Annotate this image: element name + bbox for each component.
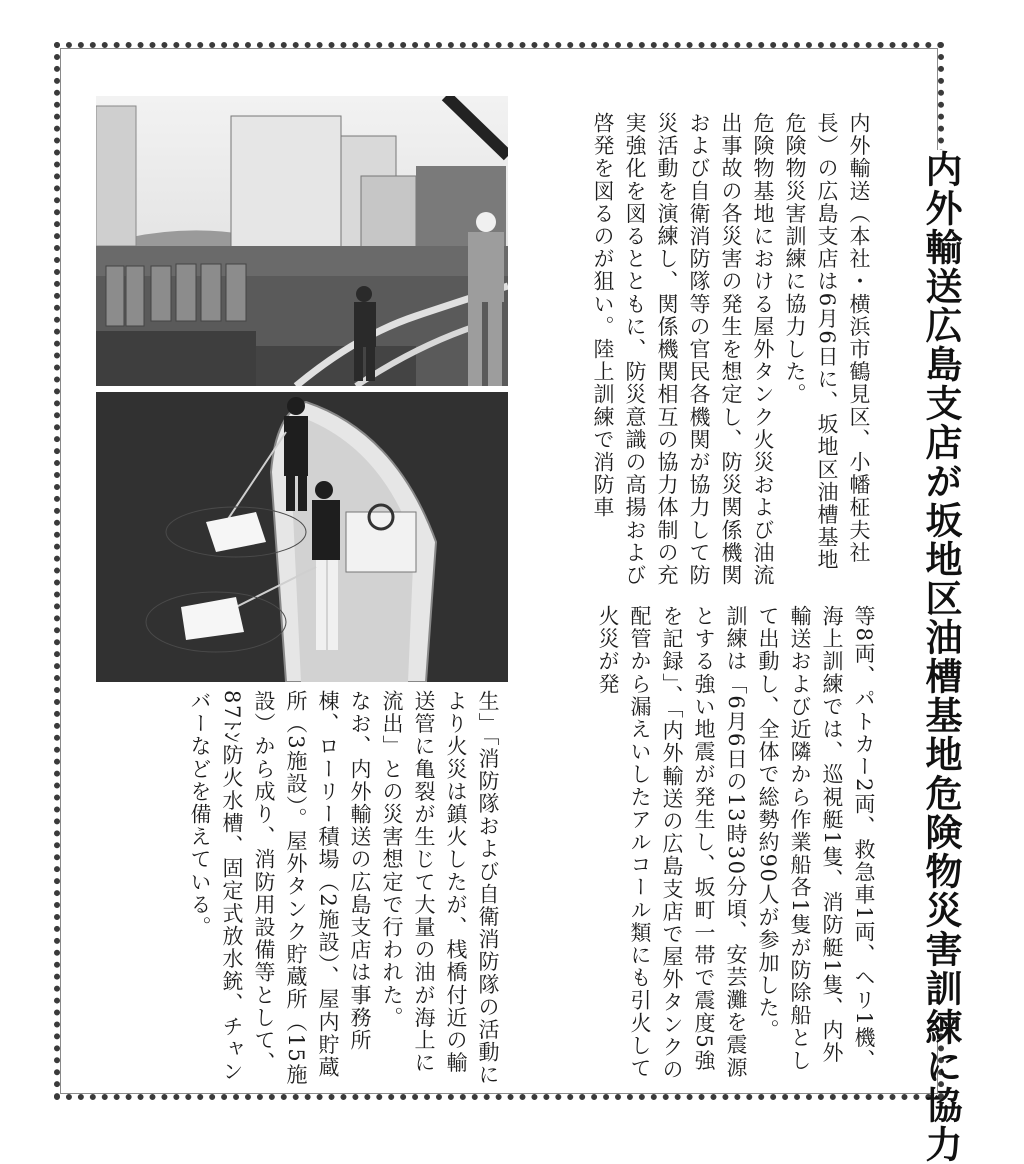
paragraph-5: 生」「消防隊および自衛消防隊の活動により火災は鎮火したが、桟橋付近の輸送管に亀裂が生じて大量の油が海上に流出」との災害想定で行われた。 — [380, 690, 500, 1087]
article-middle — [520, 605, 880, 1085]
boat-drill-photo — [96, 392, 508, 682]
paragraph-4: 訓練は「6月6日の13時30分頃、安芸灘を震源とする強い地震が発生し、坂町一帯で震度5強を記録」、「内外輸送の広島支店で屋外タンクの配管から漏えいしたアルコール類にも引火して火災が発 — [596, 605, 748, 1082]
paragraph-6: なお、内外輸送の広島支店は事務所棟、ローリー積場（2施設）、屋内貯蔵所（3施設）。屋外タンク貯蔵所（15施設）から成り、消防用設備等として、87ﾄﾝ防火水槽、固定式放水銃、チャンバーなどを備えている。 — [188, 690, 372, 1086]
paragraph-1: 内外輸送（本社・横浜市鶴見区、小幡柾夫社長）の広島支店は6月6日に、坂地区油槽基地危険物災害訓練に協力した。 — [783, 112, 871, 572]
tank-farm-photo — [96, 96, 508, 386]
paragraph-2: 危険物基地における屋外タンク火災および油流出事故の各災害の発生を想定し、防災関係機関および自衛消防隊等の官民各機関が協力して防災活動を演練し、関係機関相互の協力体制の充実強化を図るとともに、防災意識の高揚および啓発を図るのが狙い。陸上訓練で消防車 — [591, 112, 775, 587]
article-lower — [92, 690, 504, 1090]
article-intro — [525, 112, 875, 592]
paragraph-3: 等8両、パトカー2両、救急車1両、ヘリ1機、海上訓練では、巡視艇1隻、消防艇1隻、内外輸送および近隣から作業船各1隻が防除船として出動し、全体で総勢約90人が参加した。 — [756, 605, 876, 1072]
headline: 内外輸送広島支店が坂地区油槽基地危険物災害訓練に協力 — [910, 150, 970, 1030]
